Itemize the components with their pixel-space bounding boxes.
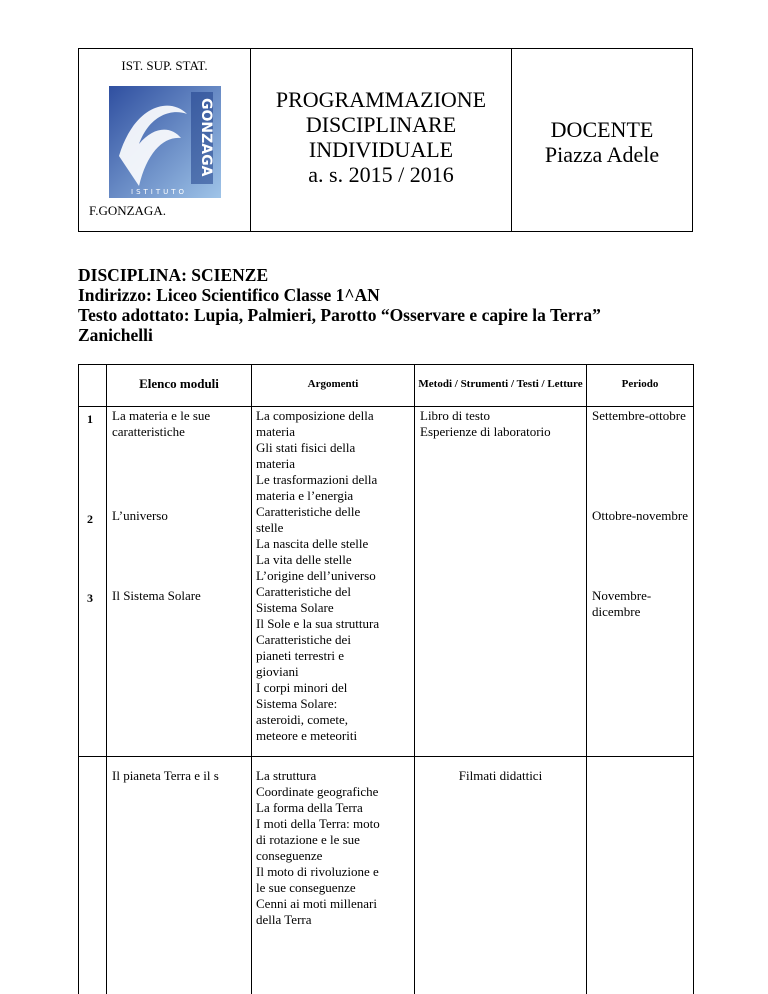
docente-cell: [512, 49, 692, 231]
row-number: 2: [87, 512, 93, 526]
header-divider: [79, 406, 693, 407]
header-box: [78, 48, 693, 232]
program-line: DISCIPLINARE: [305, 112, 457, 137]
address-title: Indirizzo: Liceo Scientifico Classe 1^AN: [78, 285, 380, 305]
row-number: 3: [87, 591, 93, 605]
header-argomenti: Argomenti: [307, 378, 359, 390]
row-number: 1: [87, 412, 93, 426]
program-line: INDIVIDUALE: [308, 137, 454, 162]
column-divider: [251, 365, 252, 994]
school-cell: [79, 49, 251, 231]
module-name: Il Sistema Solare: [112, 588, 201, 603]
column-divider: [414, 365, 415, 994]
module-name: Il pianeta Terra e il s: [112, 768, 219, 783]
module-topics: La struttura Coordinate geografiche La forma della Terra I moti della Terra: moto di rotazione e le sue conseguenze Il moto di rivoluzione e le sue conseguenze Cenni ai moti millenari della Terra: [256, 768, 380, 927]
module-period: Settembre-ottobre: [592, 408, 686, 423]
program-cell: [251, 49, 512, 231]
module-topics: Caratteristiche delle stelle La nascita delle stelle La vita delle stelle L’origine dell’universo: [256, 504, 376, 583]
school-year: a. s. 2015 / 2016: [308, 162, 454, 187]
program-line: PROGRAMMAZIONE: [275, 87, 487, 112]
row-divider: [79, 756, 693, 757]
school-name-bottom: F.GONZAGA.: [89, 203, 166, 218]
docente-label: DOCENTE: [550, 117, 654, 142]
header-moduli: Elenco moduli: [139, 376, 219, 391]
column-divider: [586, 365, 587, 994]
docente-block: [512, 117, 692, 167]
publisher-title: Zanichelli: [78, 325, 153, 345]
modules-table: [78, 364, 694, 994]
school-name-top: IST. SUP. STAT.: [121, 58, 208, 73]
discipline-title: DISCIPLINA: SCIENZE: [78, 265, 269, 285]
module-methods: Libro di testo Esperienze di laboratorio: [420, 408, 551, 439]
header-periodo: Periodo: [621, 378, 659, 390]
document-titles: [78, 265, 738, 345]
module-period: Novembre- dicembre: [592, 588, 652, 619]
module-name: L’universo: [112, 508, 168, 523]
svg-text:ISTITUTO: ISTITUTO: [131, 188, 188, 196]
module-topics: La composizione della materia Gli stati fisici della materia Le trasformazioni della materia e l’energia: [256, 408, 378, 503]
column-divider: [106, 365, 107, 994]
gonzaga-logo-icon: [109, 86, 221, 198]
module-period: Ottobre-novembre: [592, 508, 689, 523]
program-title: [251, 87, 511, 187]
textbook-title: Testo adottato: Lupia, Palmieri, Parotto “Osservare e capire la Terra”: [78, 305, 601, 325]
module-name: La materia e le sue caratteristiche: [112, 408, 211, 439]
header-metodi: Metodi / Strumenti / Testi / Letture: [418, 378, 583, 390]
docente-name: Piazza Adele: [544, 142, 660, 167]
module-methods: Filmati didattici: [458, 768, 543, 783]
svg-text:GONZAGA: GONZAGA: [198, 98, 214, 177]
module-topics: Caratteristiche del Sistema Solare Il Sole e la sua struttura Caratteristiche dei pianeti terrestri e gioviani I corpi minori del Sistema Solare: asteroidi, comete, meteore e meteoriti: [256, 584, 380, 743]
